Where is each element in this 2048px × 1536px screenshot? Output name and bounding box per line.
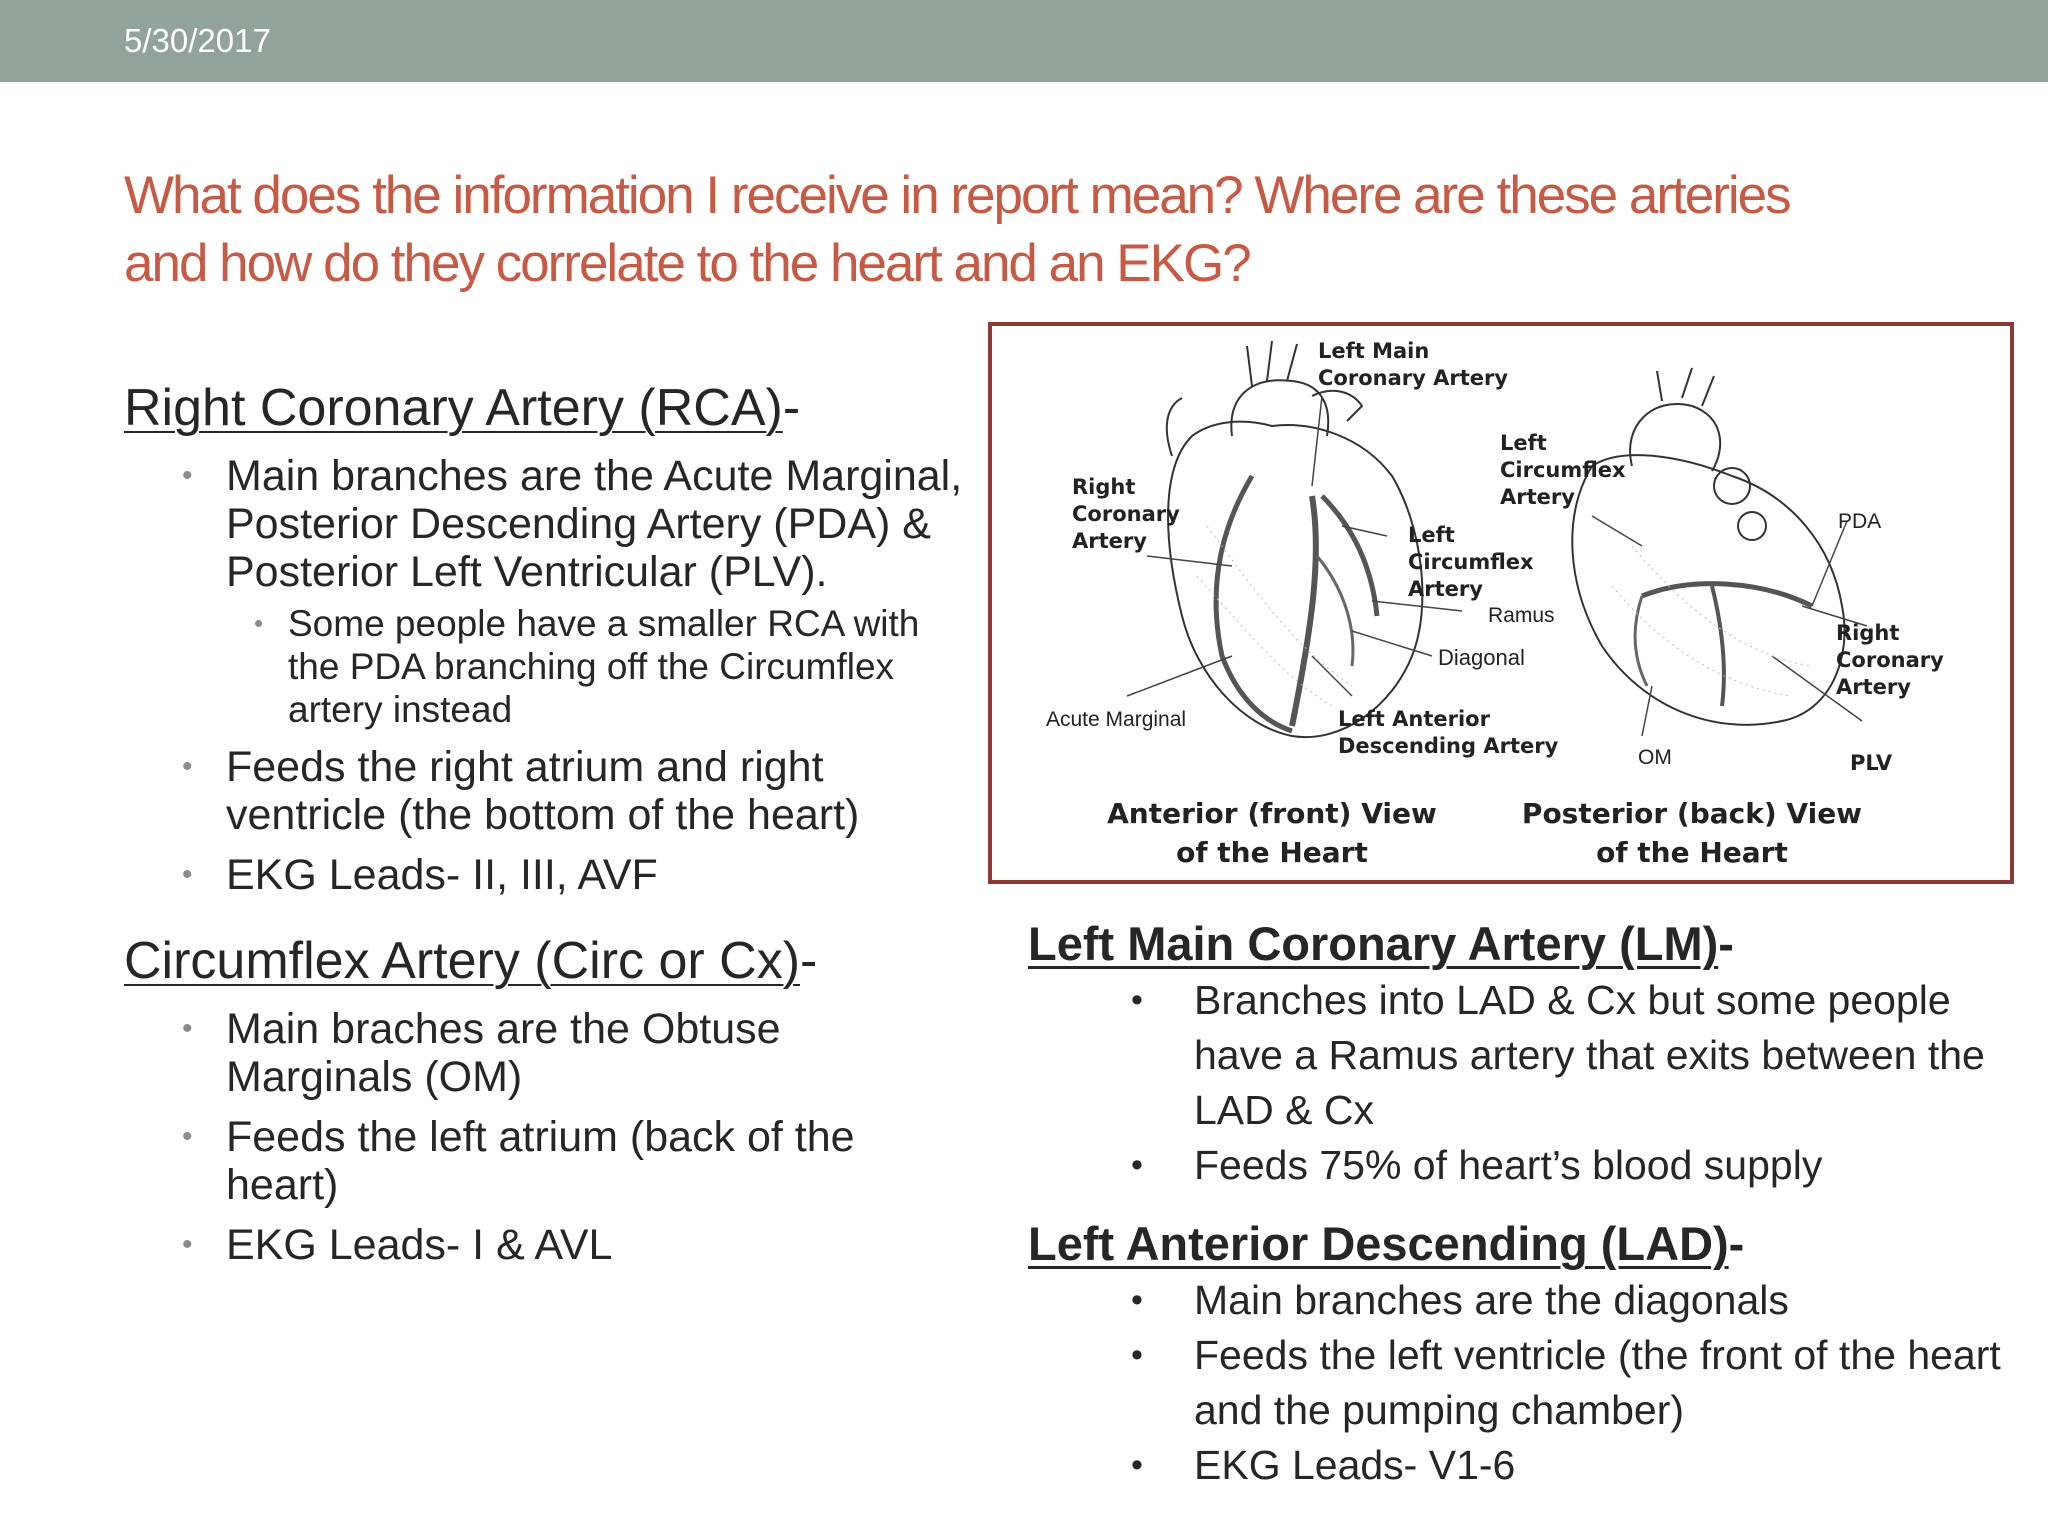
cx-list xyxy=(124,1005,974,1269)
posterior-om-path xyxy=(1635,596,1647,686)
lad-heading-suffix: - xyxy=(1728,1217,1745,1270)
posterior-pda-path xyxy=(1712,586,1724,706)
lad-item-2-text: Feeds the left ventricle (the front of the heart and the pumping chamber) xyxy=(1194,1332,2001,1433)
bullet-icon: • xyxy=(182,1012,193,1045)
rca-item-2 xyxy=(124,743,974,839)
bullet-icon: • xyxy=(182,459,193,492)
lm-item-2-text: Feeds 75% of heart’s blood supply xyxy=(1194,1142,1823,1188)
anterior-vessel-3 xyxy=(1167,398,1182,456)
bullet-icon: • xyxy=(182,1228,193,1261)
bullet-icon: • xyxy=(1131,1281,1143,1319)
rca-sub-item xyxy=(226,602,974,731)
bullet-icon: • xyxy=(182,750,193,783)
lad-item-1-text: Main branches are the diagonals xyxy=(1194,1277,1789,1323)
slide-date: 5/30/2017 xyxy=(124,22,271,59)
bullet-icon: • xyxy=(1131,1146,1143,1184)
bullet-icon: • xyxy=(1131,1336,1143,1374)
left-column xyxy=(124,376,974,1269)
posterior-vessel-ring-2 xyxy=(1738,512,1766,540)
label-left-main: Left Main Coronary Artery xyxy=(1318,339,1509,390)
leader-acute-marginal xyxy=(1127,656,1232,696)
lm-heading-text: Left Main Coronary Artery (LM) xyxy=(1028,917,1719,970)
slide-title xyxy=(124,162,1924,298)
lad-item-3-text: EKG Leads- V1-6 xyxy=(1194,1442,1516,1488)
title-line-1: What does the information I receive in report mean? Where are these arteries xyxy=(124,166,1790,225)
posterior-rca-path xyxy=(1642,584,1812,606)
cx-item-3-text: EKG Leads- I & AVL xyxy=(226,1221,613,1269)
bullet-icon: • xyxy=(1131,981,1143,1019)
bullet-icon: • xyxy=(182,1120,193,1153)
anterior-rca-path xyxy=(1216,476,1292,731)
label-left-circumflex-lower: Left Circumflex Artery xyxy=(1408,523,1534,601)
posterior-vessel-ring xyxy=(1714,468,1750,504)
rca-item-1-text: Main branches are the Acute Marginal, Posterior Descending Artery (PDA) & Posterior Left Ventricular (PLV). xyxy=(226,452,963,596)
rca-item-2-text: Feeds the right atrium and right ventricle (the bottom of the heart) xyxy=(226,743,860,839)
posterior-aorta xyxy=(1630,404,1720,471)
leader-left-main xyxy=(1312,396,1322,486)
lad-item-3 xyxy=(1028,1438,2028,1493)
label-right-coronary: Right Coronary Artery xyxy=(1072,475,1180,553)
label-lad: Left Anterior Descending Artery xyxy=(1338,707,1559,758)
lad-list xyxy=(1028,1273,2028,1493)
lad-item-1 xyxy=(1028,1273,2028,1328)
rca-item-1 xyxy=(124,452,974,731)
lad-item-2 xyxy=(1028,1328,2028,1438)
title-line-2: and how do they correlate to the heart and an EKG? xyxy=(124,234,1250,293)
label-acute-marginal: Acute Marginal xyxy=(1046,708,1187,731)
rca-heading xyxy=(124,376,974,440)
rca-item-3 xyxy=(124,851,974,899)
leader-diagonal xyxy=(1352,631,1432,656)
cx-heading-text: Circumflex Artery (Circ or Cx) xyxy=(124,932,801,990)
lm-item-2 xyxy=(1028,1138,2028,1193)
lad-heading-text: Left Anterior Descending (LAD) xyxy=(1028,1217,1729,1270)
anterior-diagonal-path xyxy=(1317,556,1353,666)
rca-item-3-text: EKG Leads- II, III, AVF xyxy=(226,851,658,899)
leader-lcx-post xyxy=(1592,516,1642,546)
label-pda: PDA xyxy=(1838,510,1882,533)
cx-heading xyxy=(124,929,974,993)
caption-posterior: Posterior (back) View of the Heart xyxy=(1521,797,1863,869)
rca-heading-text: Right Coronary Artery (RCA) xyxy=(124,379,783,437)
lm-heading xyxy=(1028,915,2028,973)
lad-heading xyxy=(1028,1215,2028,1273)
rca-sub-item-text: Some people have a smaller RCA with the PDA branching off the Circumflex artery instead xyxy=(288,603,920,730)
lm-list xyxy=(1028,973,2028,1193)
lm-item-1-text: Branches into LAD & Cx but some people have a Ramus artery that exits between the LAD & Cx xyxy=(1194,977,1985,1133)
heart-diagram xyxy=(988,322,2014,884)
label-diagonal: Diagonal xyxy=(1438,645,1525,670)
posterior-vessel-tops xyxy=(1657,368,1714,406)
label-ramus: Ramus xyxy=(1488,604,1555,627)
rca-list xyxy=(124,452,974,899)
anterior-vessel-1 xyxy=(1247,341,1297,386)
cx-item-1-text: Main braches are the Obtuse Marginals (OM) xyxy=(226,1005,781,1101)
lm-item-1 xyxy=(1028,973,2028,1138)
lm-heading-suffix: - xyxy=(1718,917,1734,970)
anterior-lad-path xyxy=(1292,496,1316,726)
label-right-coronary-posterior: Right Coronary Artery xyxy=(1836,621,1944,699)
cx-item-3 xyxy=(124,1221,974,1269)
anterior-lcx-path xyxy=(1322,496,1377,616)
anterior-heart-outline xyxy=(1168,422,1422,737)
cx-item-2 xyxy=(124,1113,974,1209)
cx-heading-suffix: - xyxy=(800,932,818,990)
cx-item-1 xyxy=(124,1005,974,1101)
bullet-icon: • xyxy=(182,858,193,891)
rca-heading-suffix: - xyxy=(782,379,801,437)
right-column xyxy=(1028,915,2028,1493)
rca-sublist xyxy=(226,602,974,731)
caption-anterior: Anterior (front) View of the Heart xyxy=(1107,797,1437,869)
cx-item-2-text: Feeds the left atrium (back of the heart) xyxy=(226,1113,855,1209)
label-om: OM xyxy=(1638,746,1672,769)
header-bar xyxy=(0,0,2048,82)
leader-lad xyxy=(1312,656,1352,696)
bullet-icon: • xyxy=(1131,1446,1143,1484)
label-plv: PLV xyxy=(1850,751,1893,775)
bullet-icon: • xyxy=(254,608,264,638)
shading-1 xyxy=(1207,526,1352,686)
label-left-circumflex-upper: Left Circumflex Artery xyxy=(1500,431,1626,509)
